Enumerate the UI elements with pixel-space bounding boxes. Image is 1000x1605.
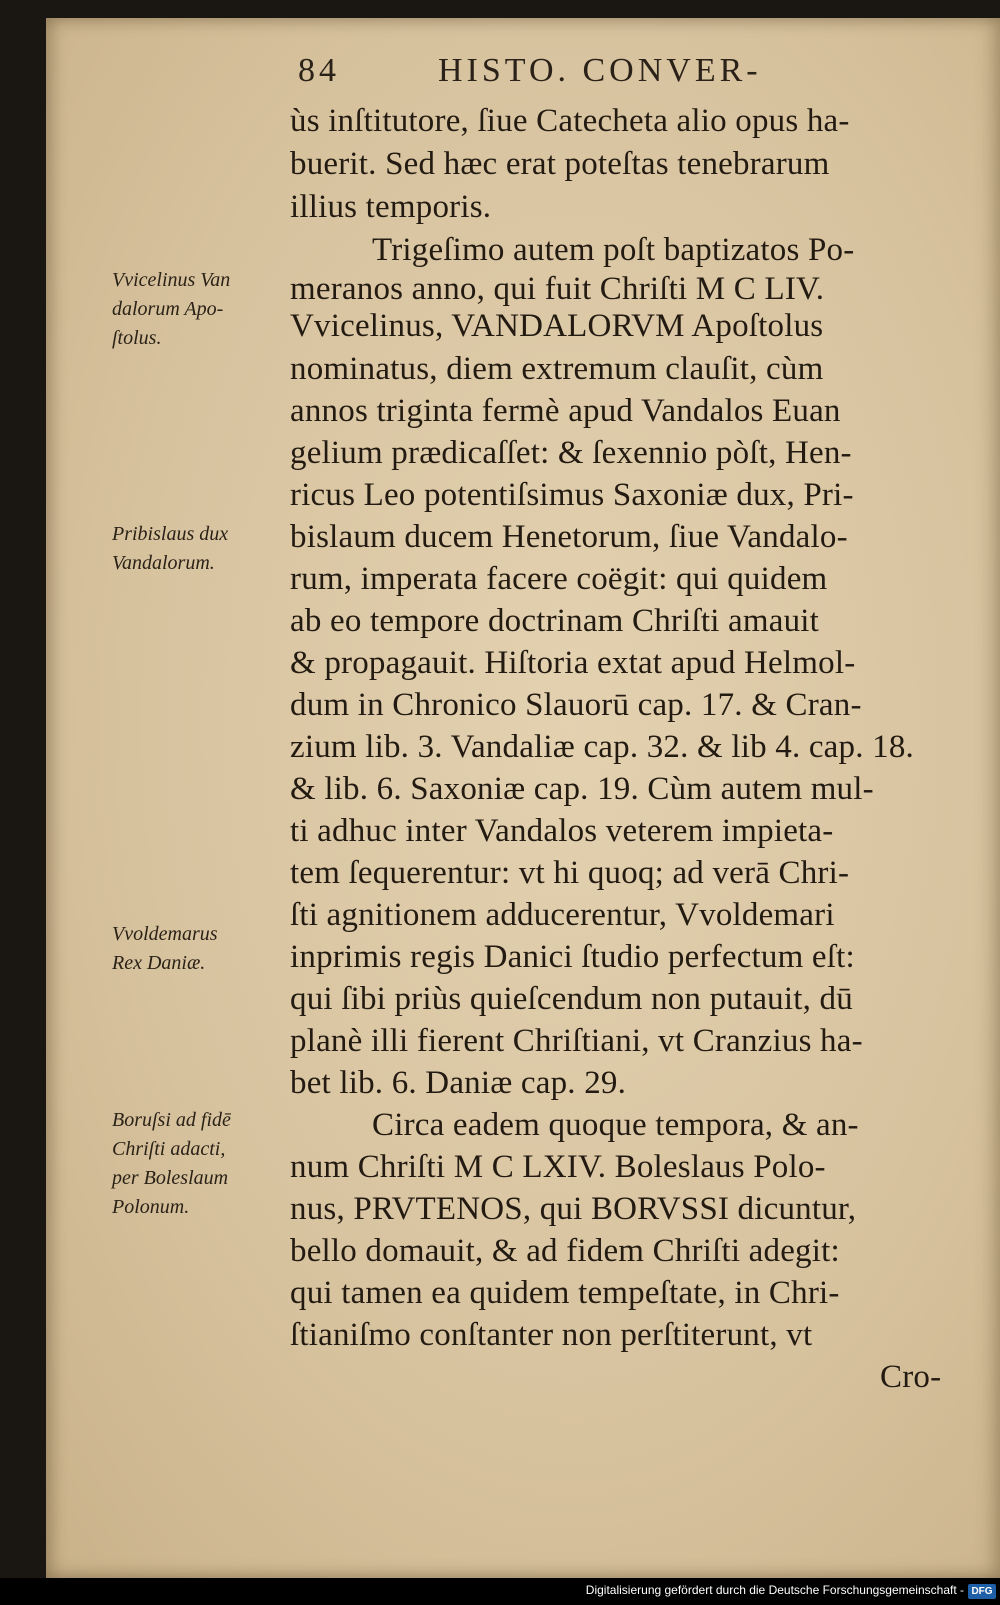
text-line: ti adhuc inter Vandalos veterem impieta- [290, 813, 834, 849]
text-line: planè illi fierent Chriſtiani, vt Cranzius ha- [290, 1023, 863, 1059]
margin-note-vvicelinus [112, 266, 297, 353]
margin-note-line: Vvicelinus Van [112, 269, 231, 291]
text-line: bislaum ducem Henetorum, ſiue Vandalo- [290, 519, 848, 555]
running-head [298, 52, 858, 98]
text-line: bello domauit, & ad fidem Chriſti adegit: [290, 1233, 840, 1269]
text-line: Vvicelinus, VANDALORVM Apoſtolus [290, 308, 824, 344]
text-line: meranos anno, qui fuit Chriſti M C LIV. [290, 271, 825, 307]
text-line: qui tamen ea quidem tempeſtate, in Chri- [290, 1275, 840, 1311]
text-line: buerit. Sed hæc erat poteſtas tenebrarum [290, 146, 830, 182]
text-line: ab eo tempore doctrinam Chriſti amauit [290, 603, 820, 639]
text-line: & lib. 6. Saxoniæ cap. 19. Cùm autem mul- [290, 771, 874, 807]
margin-note-line: dalorum Apo- [112, 298, 224, 320]
text-line: inprimis regis Danici ſtudio perfectum eſt: [290, 939, 855, 975]
margin-note-borussi [112, 1106, 297, 1222]
running-head-title: HISTO. CONVER- [438, 52, 762, 89]
text-line: tem ſequerentur: vt hi quoq; ad verā Chri- [290, 855, 850, 891]
text-line: zium lib. 3. Vandaliæ cap. 32. & lib 4. cap. 18. [290, 729, 914, 765]
text-line: num Chriſti M C LXIV. Boleslaus Polo- [290, 1149, 826, 1185]
text-line: annos triginta fermè apud Vandalos Euan [290, 393, 841, 429]
margin-note-line: Vvoldemarus [112, 923, 218, 945]
margin-note-line: Chriſti adacti, [112, 1138, 226, 1160]
margin-note-pribislaus [112, 520, 297, 578]
text-line: illius temporis. [290, 189, 492, 225]
text-line: Trigeſimo autem poſt baptizatos Po- [372, 232, 855, 268]
text-line: & propagauit. Hiſtoria extat apud Helmol- [290, 645, 856, 681]
text-line: nus, PRVTENOS, qui BORVSSI dicuntur, [290, 1191, 857, 1227]
text-line: bet lib. 6. Daniæ cap. 29. [290, 1065, 627, 1101]
footer-credit: Digitalisierung gefördert durch die Deutsche Forschungsgemeinschaft - [585, 1583, 964, 1597]
text-line: nominatus, diem extremum clauſit, cùm [290, 351, 824, 387]
text-line: qui ſibi priùs quieſcendum non putauit, dū [290, 981, 853, 1017]
text-line: gelium prædicaſſet: & ſexennio pòſt, Hen- [290, 435, 852, 471]
margin-note-line: Rex Daniæ. [112, 952, 206, 974]
text-line: ùs inſtitutore, ſiue Catecheta alio opus ha- [290, 103, 850, 139]
footer-bar [0, 1578, 1000, 1605]
margin-note-vvoldemarus [112, 920, 297, 978]
margin-note-line: ſtolus. [112, 327, 162, 349]
margin-note-line: Vandalorum. [112, 552, 215, 574]
margin-note-line: per Boleslaum [112, 1167, 229, 1189]
margin-note-line: Polonum. [112, 1196, 190, 1218]
margin-note-line: Pribislaus dux [112, 523, 229, 545]
text-line: ſtianiſmo conſtanter non perſtiterunt, vt [290, 1317, 813, 1353]
margin-note-line: Boruſsi ad fidē [112, 1109, 231, 1131]
page-number: 84 [298, 52, 340, 89]
text-line: dum in Chronico Slauorū cap. 17. & Cran- [290, 687, 862, 723]
text-line: rum, imperata facere coëgit: qui quidem [290, 561, 828, 597]
catchword: Cro- [880, 1359, 942, 1395]
dfg-logo-icon: DFG [968, 1584, 996, 1599]
text-line: ricus Leo potentiſsimus Saxoniæ dux, Pri- [290, 477, 854, 513]
text-line: Circa eadem quoque tempora, & an- [372, 1107, 859, 1143]
text-line: ſti agnitionem adducerentur, Vvoldemari [290, 897, 835, 933]
